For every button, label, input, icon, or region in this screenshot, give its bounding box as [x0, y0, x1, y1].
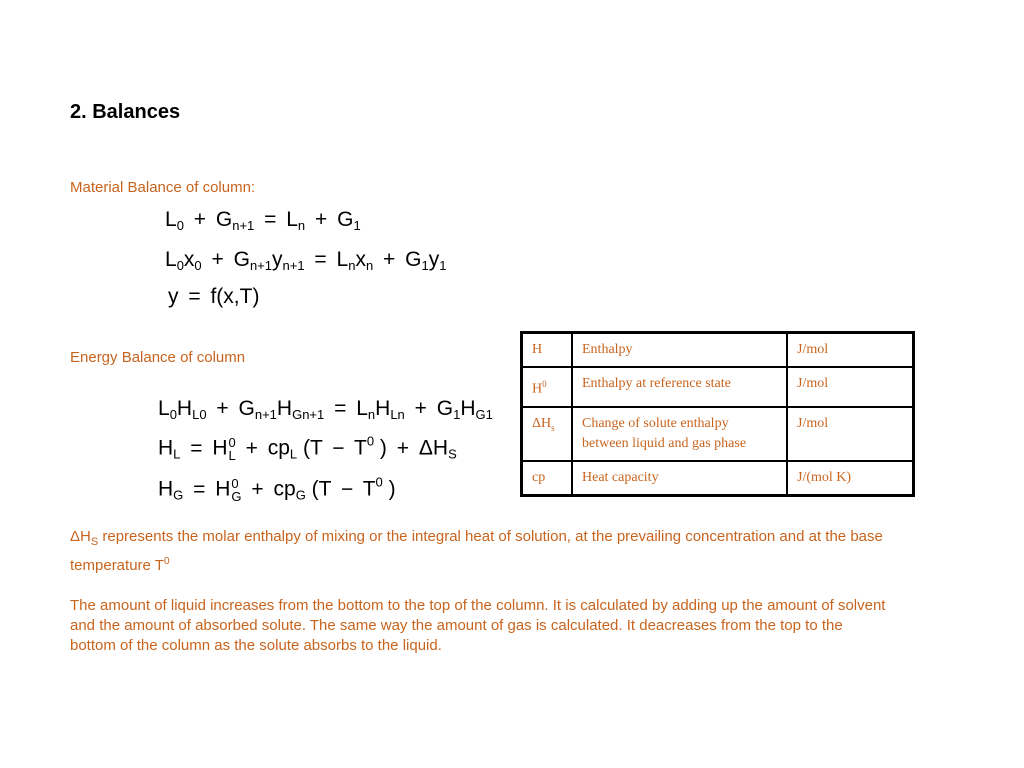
- symbol-cell: H: [522, 333, 573, 368]
- page-title: 2. Balances: [70, 101, 181, 123]
- table-row: [522, 333, 914, 368]
- energy-balance-equation-3: $H_G = H$ 0 G + $cp_G$ ($T - T^0$ ): [158, 474, 396, 504]
- material-balance-equation-3: y = f(x,T): [168, 285, 260, 308]
- unit-cell: J/mol: [787, 367, 914, 407]
- material-balance-equation-1: $L_0 + G_{n+1} = L_n + G_1$: [165, 208, 361, 233]
- table-row: [522, 367, 914, 407]
- symbol-cell: cp: [522, 461, 573, 496]
- description-cell: Heat capacity: [572, 461, 787, 496]
- energy-balance-label: Energy Balance of column: [70, 349, 246, 366]
- symbols-table: [520, 331, 915, 497]
- amount-explanation: The amount of liquid increases from the bottom to the top of the column. It is calculated by adding up the amount of solvent and the amount of absorbed solute. The same way the amount of gas is calculated. It deacreases from the top to the bottom of the column as the solute absorbs to the liquid.: [70, 597, 886, 654]
- symbol-cell: $H^0$: [522, 367, 573, 407]
- energy-balance-equation-1: $L_0H_{L0} + G_{n+1}H_{Gn+1} = L_nH_{Ln} + G_1H_{G1}$: [158, 397, 493, 422]
- energy-balance-equation-2: $H_L = H$ 0 L + $cp_L$ ($T - T^0$ ) + $\Delta H_S$: [158, 433, 457, 463]
- material-balance-label: Material Balance of column:: [70, 179, 256, 196]
- description-cell: Enthalpy: [572, 333, 787, 368]
- description-cell: Change of solute enthalpy between liquid and gas phase: [572, 407, 787, 461]
- table-row: [522, 461, 914, 496]
- unit-cell: J/(mol K): [787, 461, 914, 496]
- material-balance-equation-2: $L_0x_0 + G_{n+1}y_{n+1} = L_nx_n + G_1y_1$: [165, 248, 447, 273]
- unit-cell: J/mol: [787, 407, 914, 461]
- description-cell: Enthalpy at reference state: [572, 367, 787, 407]
- table-row: [522, 407, 914, 461]
- symbol-cell: $\Delta H_s$: [522, 407, 573, 461]
- delta-hs-explanation: $\Delta H_S$ represents the molar enthalpy of mixing or the integral heat of solution, at the prevailing concentration and at the base temperature $T^0$: [70, 528, 883, 574]
- unit-cell: J/mol: [787, 333, 914, 368]
